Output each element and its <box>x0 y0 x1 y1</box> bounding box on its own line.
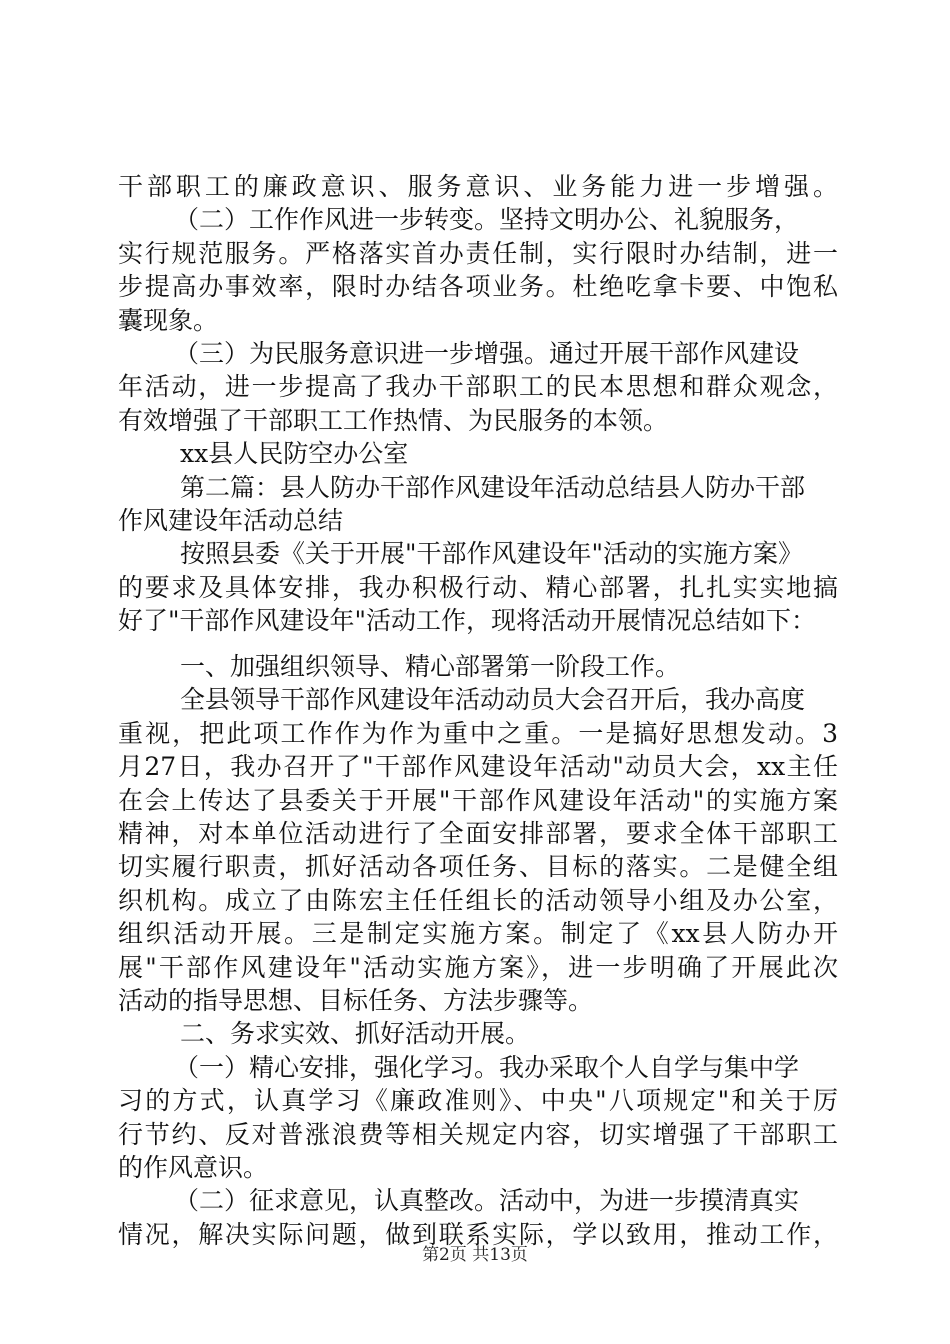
text-line: 织机构。成立了由陈宏主任任组长的活动领导小组及办公室， <box>118 885 838 915</box>
text-line: 重视，把此项工作作为作为重中之重。一是搞好思想发动。3 <box>118 718 838 748</box>
text-line: 在会上传达了县委关于开展"干部作风建设年活动"的实施方案 <box>118 785 838 815</box>
text-line: （二）征求意见，认真整改。活动中，为进一步摸清真实 <box>174 1186 800 1216</box>
text-line: 的作风意识。 <box>118 1152 269 1182</box>
text-line: 情况，解决实际问题，做到联系实际，学以致用，推动工作， <box>118 1219 838 1249</box>
text-line: 实行规范服务。严格落实首办责任制，实行限时办结制，进一 <box>118 238 838 268</box>
text-line: 囊现象。 <box>118 305 219 335</box>
text-line: 第二篇：县人防办干部作风建设年活动总结县人防办干部 <box>180 472 806 502</box>
text-line: （一）精心安排，强化学习。我办采取个人自学与集中学 <box>174 1052 800 1082</box>
page-number: 第2页 共13页 <box>422 1245 528 1265</box>
text-line: 按照县委《关于开展"干部作风建设年"活动的实施方案》 <box>180 539 804 569</box>
text-line: 展"干部作风建设年"活动实施方案》，进一步明确了开展此次 <box>118 952 838 982</box>
text-line: 步提高办事效率，限时办结各项业务。杜绝吃拿卡要、中饱私 <box>118 272 838 302</box>
text-line: 有效增强了干部职工工作热情、为民服务的本领。 <box>118 405 669 435</box>
text-line: 一、加强组织领导、精心部署第一阶段工作。 <box>180 652 681 682</box>
text-line: 行节约、反对普涨浪费等相关规定内容，切实增强了干部职工 <box>118 1119 838 1149</box>
text-line: 组织活动开展。三是制定实施方案。制定了《xx县人防办开 <box>118 919 838 949</box>
document-body <box>118 170 838 1251</box>
text-line: 精神，对本单位活动进行了全面安排部署，要求全体干部职工 <box>118 819 838 849</box>
text-line: 好了"干部作风建设年"活动工作，现将活动开展情况总结如下： <box>118 606 817 636</box>
text-line: 的要求及具体安排，我办积极行动、精心部署，扎扎实实地搞 <box>118 572 838 602</box>
text-line: 年活动，进一步提高了我办干部职工的民本思想和群众观念， <box>118 372 838 402</box>
page-footer <box>0 1240 950 1265</box>
text-line: （二）工作作风进一步转变。坚持文明办公、礼貌服务， <box>174 205 800 235</box>
text-line: xx县人民防空办公室 <box>180 439 409 469</box>
text-line: 月27日，我办召开了"干部作风建设年活动"动员大会，xx主任 <box>118 752 838 782</box>
text-line: （三）为民服务意识进一步增强。通过开展干部作风建设 <box>174 338 800 368</box>
text-line: 二、务求实效、抓好活动开展。 <box>180 1019 531 1049</box>
text-line: 全县领导干部作风建设年活动动员大会召开后，我办高度 <box>180 685 806 715</box>
text-line: 干部职工的廉政意识、服务意识、业务能力进一步增强。 <box>118 172 838 201</box>
text-line: 活动的指导思想、目标任务、方法步骤等。 <box>118 985 594 1015</box>
text-line: 切实履行职责，抓好活动各项任务、目标的落实。二是健全组 <box>118 852 838 882</box>
text-line: 作风建设年活动总结 <box>118 505 344 535</box>
text-line: 习的方式，认真学习《廉政准则》、中央"八项规定"和关于厉 <box>118 1086 838 1116</box>
